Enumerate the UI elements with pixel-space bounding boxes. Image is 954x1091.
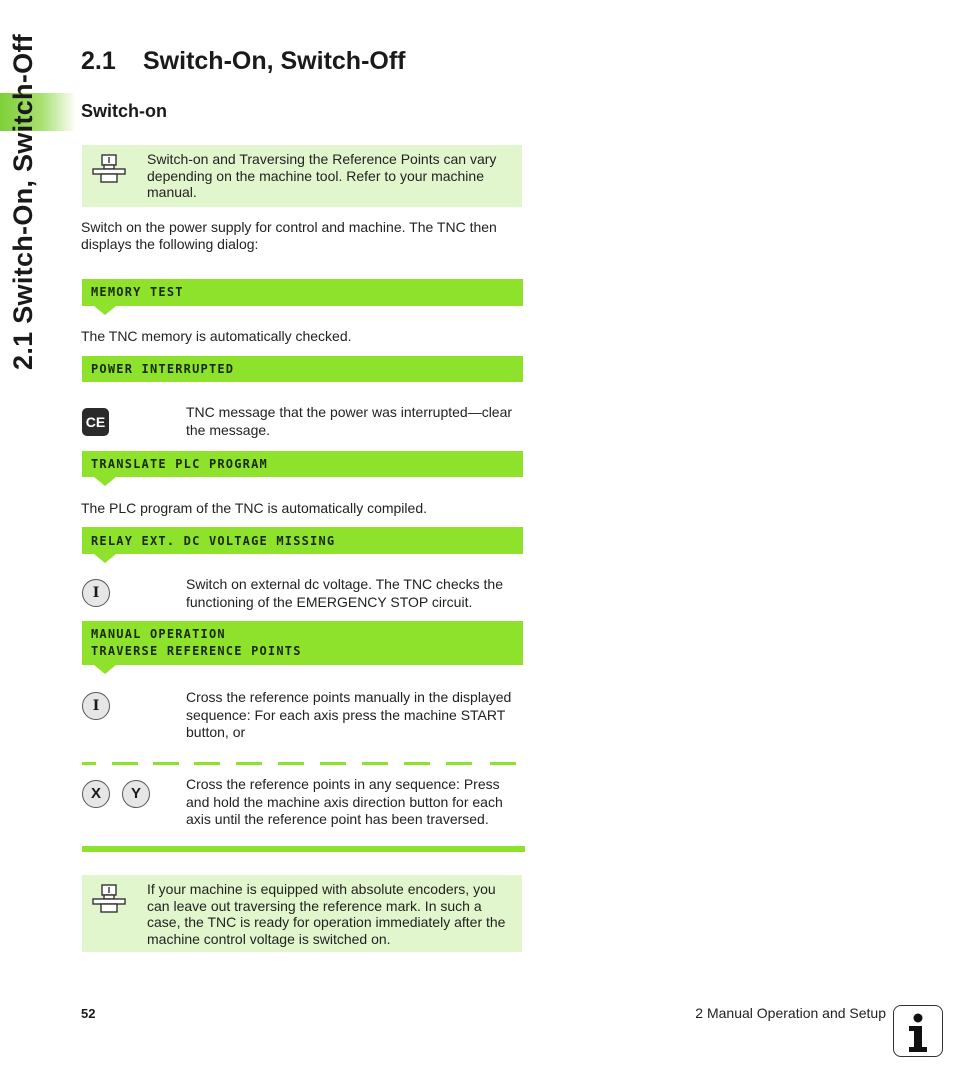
dialog-text: RELAY EXT. DC VOLTAGE MISSING	[91, 534, 336, 548]
dialog-arrow	[94, 477, 116, 486]
dialog-text: TRANSLATE PLC PROGRAM	[91, 457, 268, 471]
dialog-text-line2: TRAVERSE REFERENCE POINTS	[91, 644, 302, 658]
dialog-relay-missing	[82, 527, 523, 554]
info-icon	[893, 1005, 943, 1057]
x-axis-key-icon: X	[82, 780, 110, 808]
dialog-manual-operation	[82, 621, 523, 665]
dialog-arrow	[94, 306, 116, 315]
chapter-name: 2 Manual Operation and Setup	[695, 1005, 886, 1021]
machine-note-icon	[92, 884, 126, 914]
dialog-arrow	[94, 665, 116, 674]
dialog-text-line1: MANUAL OPERATION	[91, 627, 226, 641]
manual-step-text: Cross the reference points manually in the displayed sequence: For each axis press the machine START button, or	[186, 689, 512, 740]
dialog-text: POWER INTERRUPTED	[91, 362, 235, 376]
machine-start-key-icon: I	[82, 692, 110, 720]
any-sequence-step-text: Cross the reference points in any sequence: Press and hold the machine axis direction button for each axis until the reference point has been traversed.	[186, 776, 503, 827]
note-text: If your machine is equipped with absolute encoders, you can leave out traversing the reference mark. In such a case, the TNC is ready for operation immediately after the machine control voltage is switched on.	[147, 881, 506, 947]
relay-step-text: Switch on external dc voltage. The TNC checks the functioning of the EMERGENCY STOP circuit.	[186, 576, 503, 610]
ce-step-text: TNC message that the power was interrupted—clear the message.	[186, 404, 513, 438]
dialog-text: MEMORY TEST	[91, 285, 184, 299]
dialog-translate-plc	[82, 451, 523, 477]
machine-note-box	[82, 875, 522, 952]
intro-text: Switch on the power supply for control and machine. The TNC then displays the following dialog:	[81, 219, 497, 252]
machine-note-box	[82, 145, 522, 207]
dialog-memory-test	[82, 279, 523, 306]
sidebar-section-title: 2.1 Switch-On, Switch-Off	[8, 33, 38, 370]
alternative-divider	[82, 762, 522, 765]
memory-checked-text: The TNC memory is automatically checked.	[81, 328, 352, 344]
subsection-title: Switch-on	[81, 101, 167, 121]
machine-note-icon	[92, 154, 126, 184]
plc-compiled-text: The PLC program of the TNC is automatically compiled.	[81, 500, 427, 516]
ce-key-icon: CE	[82, 408, 109, 436]
note-text: Switch-on and Traversing the Reference Points can vary depending on the machine tool. Refer to your machine manual.	[147, 151, 497, 200]
dialog-power-interrupted	[82, 356, 523, 382]
machine-start-key-icon: I	[82, 579, 110, 607]
section-title: Switch-On, Switch-Off	[143, 47, 406, 75]
section-number: 2.1	[81, 47, 116, 75]
page-title	[81, 47, 406, 76]
y-axis-key-icon: Y	[122, 780, 150, 808]
page-number: 52	[81, 1006, 96, 1021]
section-end-bar	[82, 846, 525, 852]
dialog-arrow	[94, 554, 116, 563]
